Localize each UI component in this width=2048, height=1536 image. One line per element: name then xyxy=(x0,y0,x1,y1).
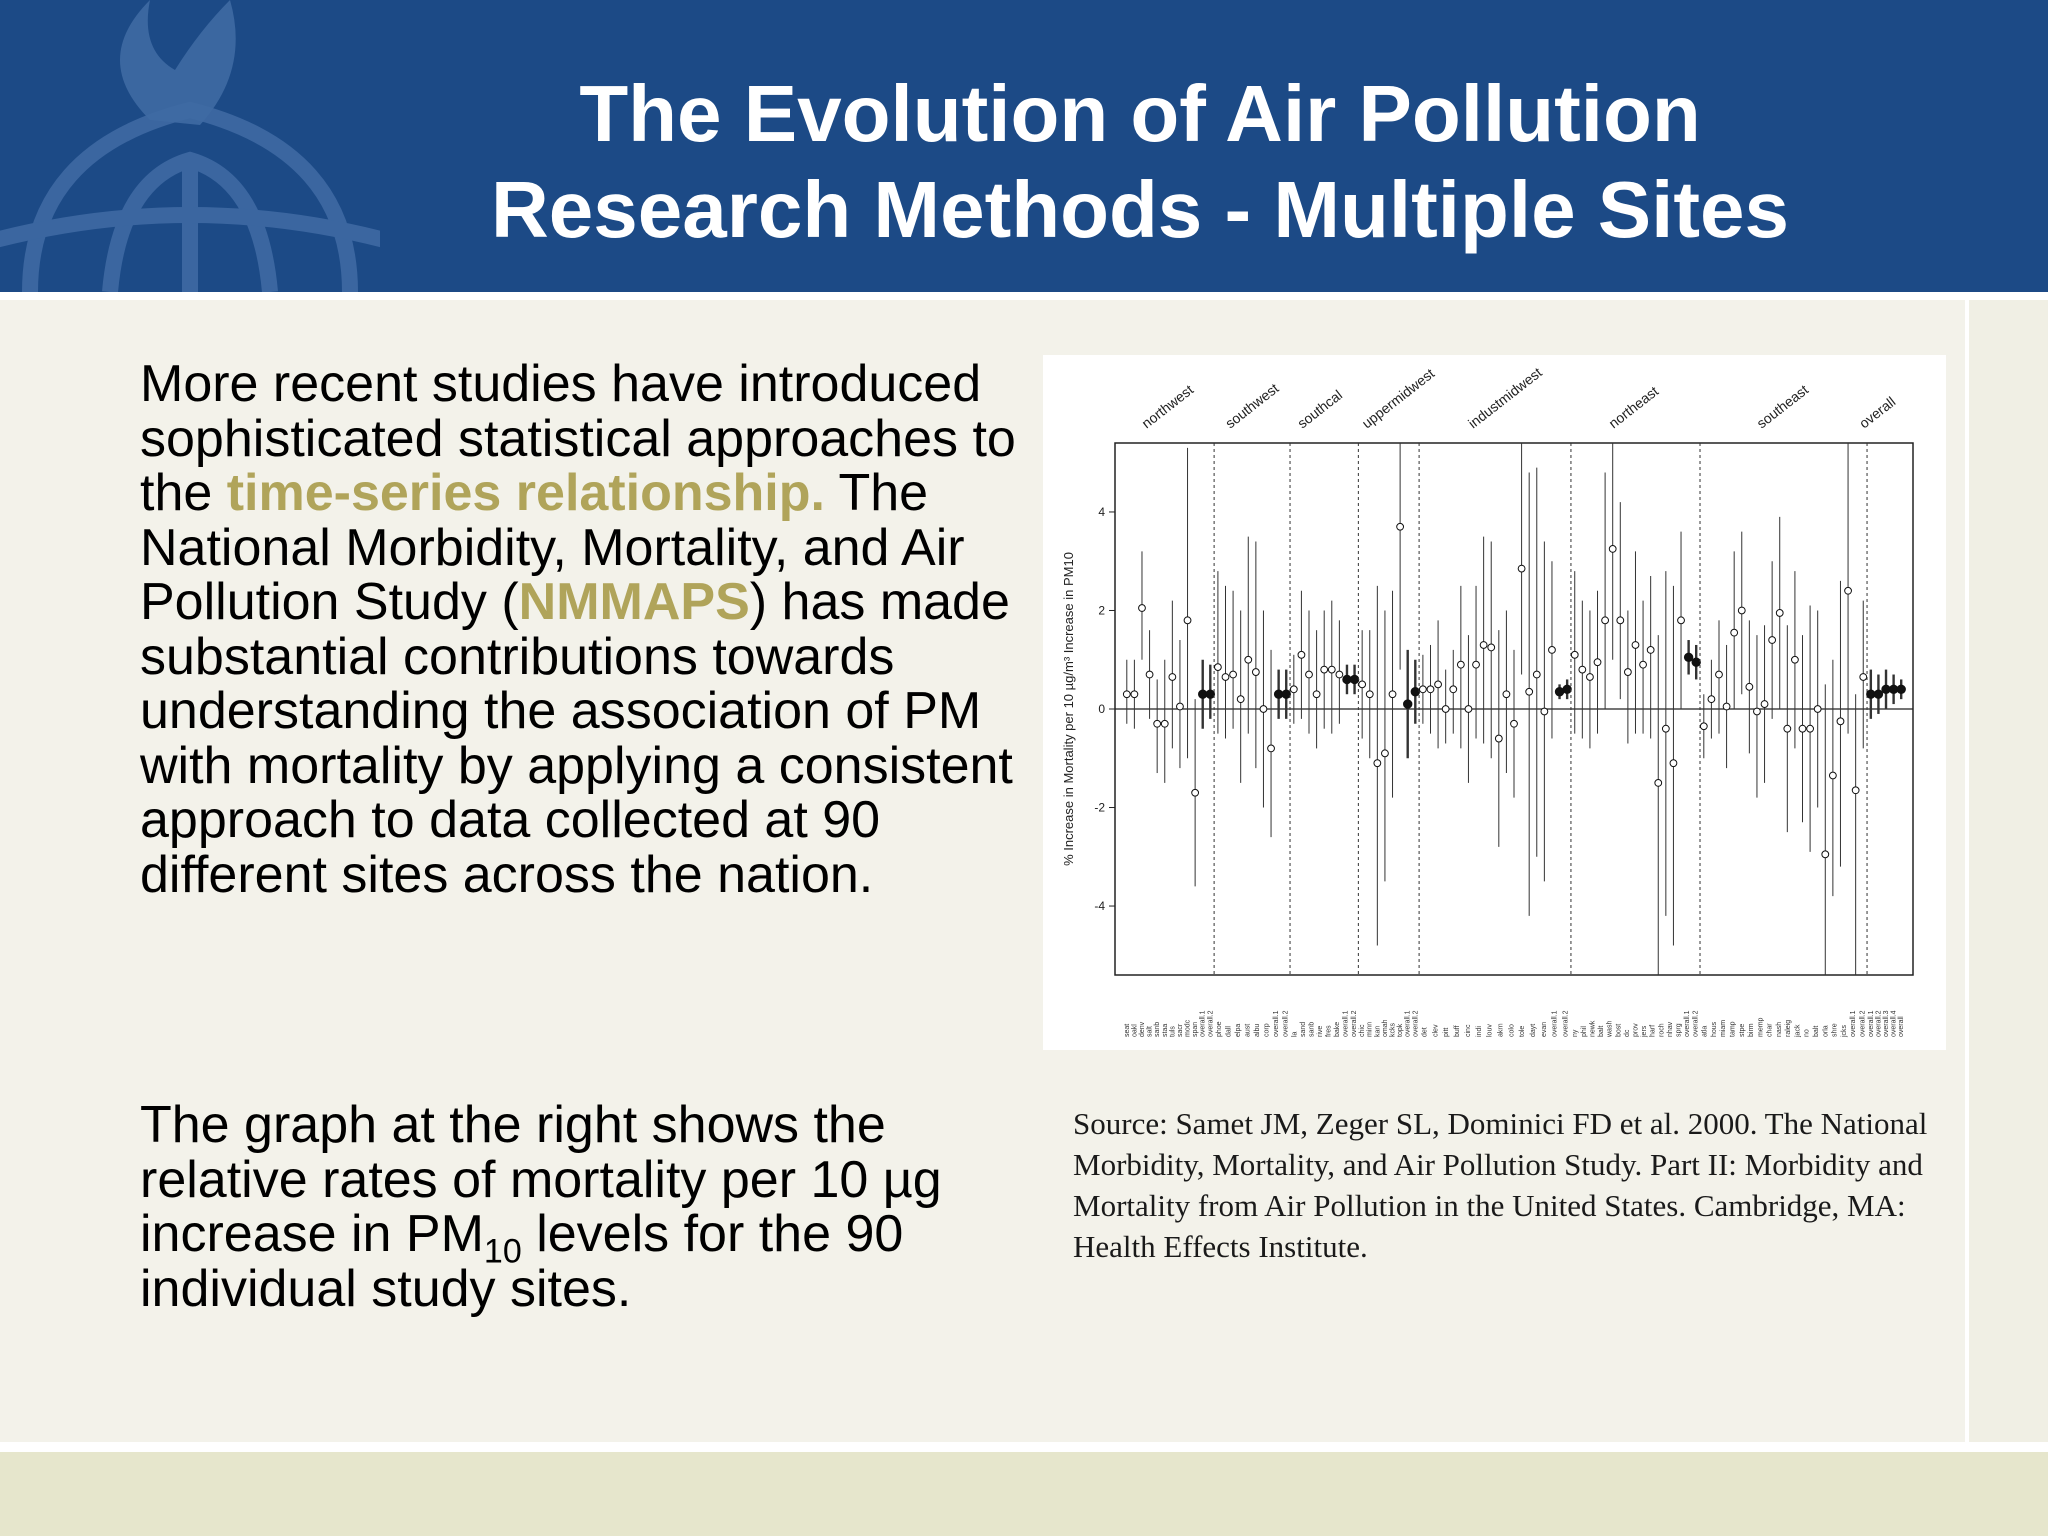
nmmaps-chart xyxy=(1043,355,1946,1050)
point-industmidwest xyxy=(1495,735,1502,742)
site-label: evan xyxy=(1540,1021,1548,1037)
site-label: overall.1 xyxy=(1551,1010,1559,1037)
site-label: stpe xyxy=(1738,1023,1746,1037)
site-label: overall.2 xyxy=(1412,1010,1420,1037)
site-label: birm xyxy=(1748,1023,1756,1037)
point-uppermidwest xyxy=(1404,700,1412,708)
point-southeast xyxy=(1814,706,1821,713)
site-label: overall.2 xyxy=(1351,1010,1359,1037)
paragraph-nmmaps-intro xyxy=(140,357,1040,902)
paragraph1-text-a: More recent studies have introduced sophisticated statistical approaches to the xyxy=(140,355,1016,522)
site-label: tole xyxy=(1519,1025,1527,1037)
point-northwest xyxy=(1169,674,1176,681)
y-axis-label: % Increase in Mortality per 10 µg/m³ Increase in PM10 xyxy=(1061,552,1076,866)
point-northwest xyxy=(1192,789,1199,796)
point-southeast xyxy=(1776,610,1783,617)
point-northwest xyxy=(1206,690,1214,698)
point-northwest xyxy=(1131,691,1138,698)
point-northwest xyxy=(1177,703,1184,710)
point-southeast xyxy=(1738,607,1745,614)
site-label: jers xyxy=(1641,1025,1649,1037)
point-southeast xyxy=(1837,718,1844,725)
site-label: bake xyxy=(1334,1021,1342,1037)
site-label: dall xyxy=(1225,1026,1233,1037)
point-northwest xyxy=(1139,605,1146,612)
point-southwest xyxy=(1282,690,1290,698)
site-label: ny xyxy=(1572,1029,1580,1037)
site-label: akrn xyxy=(1497,1023,1505,1037)
point-northwest xyxy=(1184,617,1191,624)
site-label: dc xyxy=(1623,1029,1631,1037)
paragraph-graph-description xyxy=(140,1098,1040,1316)
site-label: corp xyxy=(1263,1023,1271,1037)
point-industmidwest xyxy=(1518,565,1525,572)
site-label: balt xyxy=(1598,1025,1606,1037)
site-label: memp xyxy=(1757,1017,1765,1037)
point-industmidwest xyxy=(1465,706,1472,713)
point-industmidwest xyxy=(1419,686,1426,693)
point-northeast xyxy=(1684,653,1692,661)
point-industmidwest xyxy=(1533,671,1540,678)
point-southwest xyxy=(1237,696,1244,703)
point-southeast xyxy=(1700,723,1707,730)
site-label: overall xyxy=(1898,1016,1906,1037)
point-northeast xyxy=(1640,661,1647,668)
point-southeast xyxy=(1769,637,1776,644)
point-industmidwest xyxy=(1427,686,1434,693)
point-southeast xyxy=(1708,696,1715,703)
site-label: jack xyxy=(1794,1024,1802,1037)
point-southeast xyxy=(1746,683,1753,690)
site-label: span xyxy=(1192,1021,1200,1037)
point-northeast xyxy=(1624,669,1631,676)
site-label: char xyxy=(1766,1023,1774,1037)
site-label: overall.1 xyxy=(1867,1010,1875,1037)
point-southwest xyxy=(1252,669,1259,676)
site-label: newk xyxy=(1589,1020,1597,1037)
site-label: overall.2 xyxy=(1207,1010,1215,1037)
point-southeast xyxy=(1716,671,1723,678)
point-southeast xyxy=(1799,725,1806,732)
point-industmidwest xyxy=(1526,688,1533,695)
point-uppermidwest xyxy=(1359,681,1366,688)
group-label-uppermidwest: uppermidwest xyxy=(1358,365,1438,432)
point-northeast xyxy=(1670,760,1677,767)
site-label: omah xyxy=(1381,1019,1389,1037)
site-label: pitt xyxy=(1443,1027,1451,1037)
highlight-nmmaps: NMMAPS xyxy=(518,573,750,631)
point-southeast xyxy=(1784,725,1791,732)
site-label: fres xyxy=(1325,1025,1333,1037)
point-northeast xyxy=(1662,725,1669,732)
point-southeast xyxy=(1792,656,1799,663)
y-tick-label: -2 xyxy=(1094,800,1105,815)
site-label: albu xyxy=(1253,1023,1261,1037)
source-citation: Source: Samet JM, Zeger SL, Dominici FD et al. 2000. The National Morbidity, Mortality, and Air Pollution Study. Part II: Morbidity and Mortality from Air Pollution in the United States. Cambridge, MA: Health Effects Institute. xyxy=(1073,1106,1928,1264)
point-northwest xyxy=(1123,691,1130,698)
point-northeast xyxy=(1632,642,1639,649)
point-northeast xyxy=(1602,617,1609,624)
site-label: aust xyxy=(1244,1023,1252,1037)
site-label: harf xyxy=(1649,1024,1657,1037)
point-industmidwest xyxy=(1541,708,1548,715)
site-label: wash xyxy=(1606,1020,1614,1037)
point-industmidwest xyxy=(1457,661,1464,668)
site-label: overall.1 xyxy=(1272,1010,1280,1037)
site-label: dayt xyxy=(1529,1023,1537,1037)
site-label: topk xyxy=(1397,1023,1405,1037)
site-label: jcks xyxy=(1840,1024,1848,1037)
point-uppermidwest xyxy=(1411,688,1419,696)
site-label: orla xyxy=(1822,1025,1830,1037)
point-southeast xyxy=(1723,703,1730,710)
y-tick-label: -4 xyxy=(1094,899,1105,914)
point-southeast xyxy=(1860,674,1867,681)
site-label: nash xyxy=(1775,1021,1783,1037)
site-label: overall.1 xyxy=(1199,1010,1207,1037)
site-label: indi xyxy=(1475,1026,1483,1037)
y-tick-label: 0 xyxy=(1098,702,1105,716)
site-label: overall.1 xyxy=(1684,1010,1692,1037)
point-southeast xyxy=(1852,787,1859,794)
point-southcal xyxy=(1298,651,1305,658)
point-northeast xyxy=(1579,666,1586,673)
title-line-2: Research Methods - Multiple Sites xyxy=(490,165,1790,254)
point-southeast xyxy=(1822,851,1829,858)
site-label: raleig xyxy=(1785,1019,1793,1037)
site-label: overall.3 xyxy=(1883,1010,1891,1037)
group-label-industmidwest: industmidwest xyxy=(1465,364,1545,432)
site-label: tuls xyxy=(1169,1026,1177,1037)
point-industmidwest xyxy=(1442,706,1449,713)
site-label: roch xyxy=(1658,1023,1666,1037)
site-label: modc xyxy=(1184,1019,1192,1037)
point-uppermidwest xyxy=(1389,691,1396,698)
site-label: clev xyxy=(1432,1024,1440,1037)
point-southeast xyxy=(1829,772,1836,779)
point-southwest xyxy=(1230,671,1237,678)
paragraph1-text-b: The National Morbidity, Mortality, and Air Pollution Study ( xyxy=(140,464,965,631)
site-label: la xyxy=(1291,1031,1299,1037)
site-label: no xyxy=(1803,1029,1811,1037)
site-label: buff xyxy=(1454,1025,1462,1037)
site-label: overall.4 xyxy=(1890,1010,1898,1037)
point-uppermidwest xyxy=(1397,523,1404,530)
site-label: kcks xyxy=(1389,1023,1397,1037)
point-southeast xyxy=(1761,701,1768,708)
site-label: miam xyxy=(1720,1019,1728,1037)
slide-header xyxy=(0,0,2048,292)
site-label: seat xyxy=(1123,1023,1131,1037)
point-southwest xyxy=(1245,656,1252,663)
point-uppermidwest xyxy=(1366,691,1373,698)
site-label: overall.2 xyxy=(1562,1010,1570,1037)
y-tick-label: 4 xyxy=(1098,504,1105,519)
site-label: chic xyxy=(1359,1024,1367,1037)
point-overall xyxy=(1874,690,1882,698)
title-line-1: The Evolution of Air Pollution xyxy=(579,69,1701,158)
point-southeast xyxy=(1731,629,1738,636)
site-label: overall.1 xyxy=(1342,1010,1350,1037)
site-label: shre xyxy=(1831,1023,1839,1037)
point-northwest xyxy=(1161,720,1168,727)
slide-footer xyxy=(0,1452,2048,1536)
point-overall xyxy=(1897,685,1905,693)
point-southwest xyxy=(1215,664,1222,671)
site-label: kan xyxy=(1374,1025,1382,1037)
paragraph2-text-a: The graph at the right shows the relative rates of mortality per 10 µg increase in PM xyxy=(140,1096,942,1263)
point-industmidwest xyxy=(1549,646,1556,653)
point-southcal xyxy=(1290,686,1297,693)
point-industmidwest xyxy=(1473,661,1480,668)
site-label: overall.2 xyxy=(1282,1010,1290,1037)
group-label-southwest: southwest xyxy=(1222,379,1282,432)
point-northeast xyxy=(1587,674,1594,681)
point-southcal xyxy=(1350,675,1358,683)
point-northeast xyxy=(1571,651,1578,658)
site-label: overall.1 xyxy=(1850,1010,1858,1037)
site-label: bost xyxy=(1615,1023,1623,1037)
point-industmidwest xyxy=(1511,720,1518,727)
point-northeast xyxy=(1692,658,1700,666)
site-label: hous xyxy=(1710,1021,1718,1037)
point-southcal xyxy=(1321,666,1328,673)
point-southwest xyxy=(1222,674,1229,681)
group-label-northwest: northwest xyxy=(1138,381,1197,432)
site-label: atla xyxy=(1701,1025,1709,1037)
point-southcal xyxy=(1306,671,1313,678)
point-northeast xyxy=(1617,617,1624,624)
footer-divider xyxy=(0,1442,2048,1452)
site-label: nhav xyxy=(1666,1021,1674,1037)
point-southcal xyxy=(1328,666,1335,673)
point-uppermidwest xyxy=(1382,750,1389,757)
paragraph2-text-b: levels for the 90 individual study sites. xyxy=(140,1205,904,1318)
point-industmidwest xyxy=(1450,686,1457,693)
point-northeast xyxy=(1647,646,1654,653)
site-label: denv xyxy=(1138,1021,1146,1037)
point-industmidwest xyxy=(1488,644,1495,651)
point-industmidwest xyxy=(1480,642,1487,649)
site-label: minn xyxy=(1366,1021,1374,1037)
site-label: elpa xyxy=(1234,1023,1242,1037)
site-label: oakl xyxy=(1131,1024,1139,1037)
point-industmidwest xyxy=(1563,685,1571,693)
point-southwest xyxy=(1260,706,1267,713)
site-label: phil xyxy=(1580,1026,1588,1037)
point-southwest xyxy=(1268,745,1275,752)
site-label: overall.1 xyxy=(1404,1010,1412,1037)
point-southcal xyxy=(1336,671,1343,678)
right-margin-panel xyxy=(1965,300,2048,1442)
point-northwest xyxy=(1154,720,1161,727)
point-uppermidwest xyxy=(1374,760,1381,767)
group-label-southcal: southcal xyxy=(1294,386,1346,432)
point-northwest xyxy=(1146,671,1153,678)
site-label: overall.2 xyxy=(1692,1010,1700,1037)
group-label-overall: overall xyxy=(1856,393,1899,432)
site-label: sanb xyxy=(1154,1021,1162,1037)
group-label-northeast: northeast xyxy=(1605,382,1662,432)
site-label: overall.2 xyxy=(1875,1010,1883,1037)
paragraph1-text-c: ) has made substantial contributions towards understanding the association of PM with mortality by applying a consistent approach to data collected at 90 different sites across the nation. xyxy=(140,573,1013,904)
point-northeast xyxy=(1655,779,1662,786)
point-southeast xyxy=(1754,708,1761,715)
site-label: phoe xyxy=(1215,1021,1223,1037)
slide-title xyxy=(380,66,1900,258)
site-label: overall.2 xyxy=(1859,1010,1867,1037)
site-label: sprg xyxy=(1675,1023,1683,1037)
group-label-southeast: southeast xyxy=(1753,381,1812,432)
site-label: prov xyxy=(1632,1023,1640,1037)
site-label: balt xyxy=(1813,1025,1821,1037)
globe-flame-logo-icon xyxy=(0,0,380,292)
site-label: det xyxy=(1421,1027,1429,1037)
site-label: louv xyxy=(1486,1024,1494,1037)
point-southcal xyxy=(1313,691,1320,698)
site-label: tamp xyxy=(1729,1021,1737,1037)
point-southeast xyxy=(1807,725,1814,732)
site-label: rive xyxy=(1316,1025,1324,1037)
point-northeast xyxy=(1678,617,1685,624)
y-tick-label: 2 xyxy=(1098,603,1105,618)
point-industmidwest xyxy=(1503,691,1510,698)
site-label: colo xyxy=(1508,1024,1516,1037)
pm10-subscript: 10 xyxy=(483,1232,522,1271)
header-divider xyxy=(0,292,2048,300)
site-label: cinc xyxy=(1464,1024,1472,1037)
site-label: sanb xyxy=(1308,1021,1316,1037)
highlight-time-series: time-series relationship. xyxy=(226,464,825,522)
point-northeast xyxy=(1609,546,1616,553)
site-label: staa xyxy=(1161,1023,1169,1037)
point-northeast xyxy=(1594,659,1601,666)
point-industmidwest xyxy=(1435,681,1442,688)
point-southeast xyxy=(1845,587,1852,594)
site-label: sand xyxy=(1299,1021,1307,1037)
site-label: sacr xyxy=(1176,1023,1184,1037)
site-label: salt xyxy=(1146,1026,1154,1037)
nmmaps-chart-svg xyxy=(1043,355,1946,1050)
